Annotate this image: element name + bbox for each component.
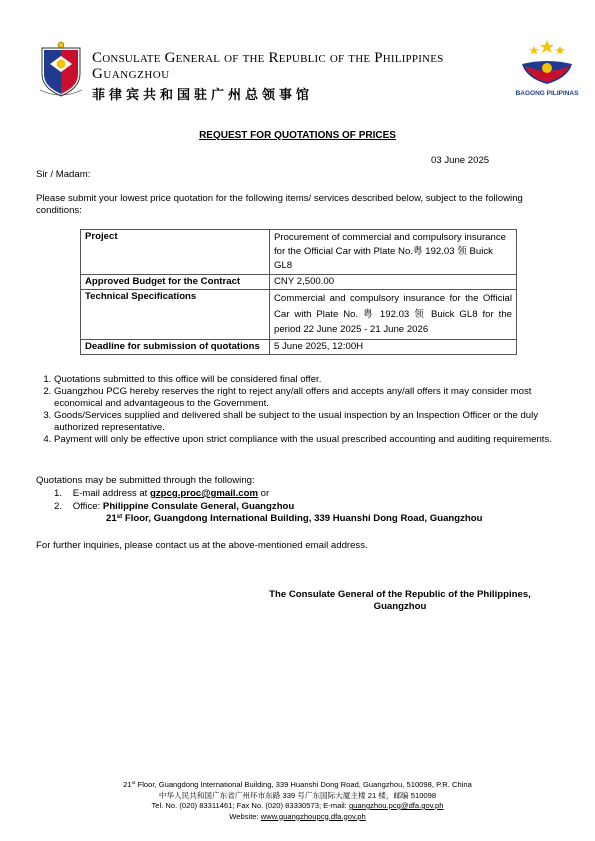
- row-label: Technical Specifications: [81, 290, 270, 340]
- table-row: [81, 339, 517, 354]
- list-item: 4. Payment will only be effective upon strict compliance with the usual prescribed accounting and auditing requirements.: [54, 434, 578, 446]
- footer-website: [0, 812, 595, 823]
- footer: [0, 780, 595, 822]
- email-label: E-mail address at: [72, 488, 148, 499]
- table-row: [81, 230, 517, 275]
- bagong-pilipinas-label: BAGONG PILIPINAS: [515, 90, 579, 97]
- submission-intro: Quotations may be submitted through the following:: [36, 475, 255, 486]
- list-number: 2.: [54, 501, 63, 512]
- office-name: Philippine Consulate General, Guangzhou: [102, 501, 295, 512]
- footer-phone: Tel. No. (020) 83311461; Fax No. (020) 83330573; E-mail:: [151, 801, 347, 810]
- signature-line-1: The Consulate General of the Republic of the Philippines,: [269, 589, 531, 600]
- procurement-email-link[interactable]: gzpcg.proc@gmail.com: [150, 488, 258, 499]
- intro-paragraph: Please submit your lowest price quotation for the following items/ services described below, subject to the following conditions:: [36, 193, 523, 216]
- city-name: Guangzhou: [92, 66, 170, 82]
- list-item: 3. Goods/Services supplied and delivered shall be subject to the usual inspection by an Inspection Officer or the duly authorized representative.: [54, 410, 578, 434]
- footer-floor-number: 21: [123, 780, 132, 789]
- list-item: 2. Guangzhou PCG hereby reserves the right to reject any/all offers and accepts any/all offers it may consider most economical and advantageous to the Government.: [54, 386, 578, 410]
- signature-block: [240, 589, 560, 613]
- office-address-text: Floor, Guangdong International Building, 339 Huanshi Dong Road, Guangzhou: [124, 513, 483, 524]
- letter-date: 03 June 2025: [431, 155, 490, 166]
- footer-email-link[interactable]: guangzhou.pcg@dfa.gov.ph: [348, 801, 444, 810]
- salutation: Sir / Madam:: [36, 169, 91, 180]
- website-label: Website:: [229, 811, 259, 821]
- office-label: Office:: [72, 501, 101, 512]
- floor-number: 21: [106, 513, 117, 524]
- footer-contact: [0, 801, 595, 812]
- conditions-list: [36, 374, 578, 446]
- footer-address-cn: 中华人民共和国广东省广州环市东路 339 号广东国际大厦主楼 21 楼，邮编 510098: [158, 790, 437, 800]
- consulate-seal-icon: [38, 40, 84, 98]
- chinese-name: 菲律宾共和国驻广州总领事馆: [92, 87, 314, 102]
- row-label: Approved Budget for the Contract: [81, 275, 270, 290]
- floor-suffix: st: [116, 513, 123, 520]
- footer-address-en: [0, 780, 595, 791]
- quotation-spec-table: [80, 229, 517, 355]
- footer-website-link[interactable]: www.guangzhoupcg.dfa.gov.ph: [260, 811, 366, 821]
- footer-floor-suffix: st: [131, 781, 136, 786]
- row-label: Deadline for submission of quotations: [81, 339, 270, 354]
- table-row: [81, 275, 517, 290]
- page-title: REQUEST FOR QUOTATIONS OF PRICES: [199, 130, 396, 141]
- footer-address-text: Floor, Guangdong International Building, 339 Huanshi Dong Road, Guangzhou, 510098, P.R. China: [137, 780, 472, 789]
- submission-email-line: [54, 488, 269, 499]
- row-value: 5 June 2025, 12:00H: [270, 339, 517, 354]
- row-value: Commercial and compulsory insurance for the Official Car with Plate No. 粤 192.03 领 Buick GL8 for the period 22 June 2025 - 21 June 2026: [270, 290, 517, 340]
- email-suffix: or: [260, 488, 270, 499]
- table-row: [81, 290, 517, 340]
- office-address: [106, 513, 483, 524]
- consulate-name: Consulate General of the Republic of the Philippines: [92, 50, 444, 66]
- row-value: CNY 2,500.00: [270, 275, 517, 290]
- list-number: 1.: [54, 488, 63, 499]
- row-label: Project: [81, 230, 270, 275]
- list-item: 1. Quotations submitted to this office will be considered final offer.: [54, 374, 578, 386]
- further-inquiries: For further inquiries, please contact us at the above-mentioned email address.: [36, 540, 368, 551]
- submission-office-line: [54, 501, 294, 512]
- signature-line-2: Guangzhou: [373, 601, 427, 612]
- row-value: Procurement of commercial and compulsory insurance for the Official Car with Plate No.粤 192.03 领 Buick GL8: [270, 230, 517, 275]
